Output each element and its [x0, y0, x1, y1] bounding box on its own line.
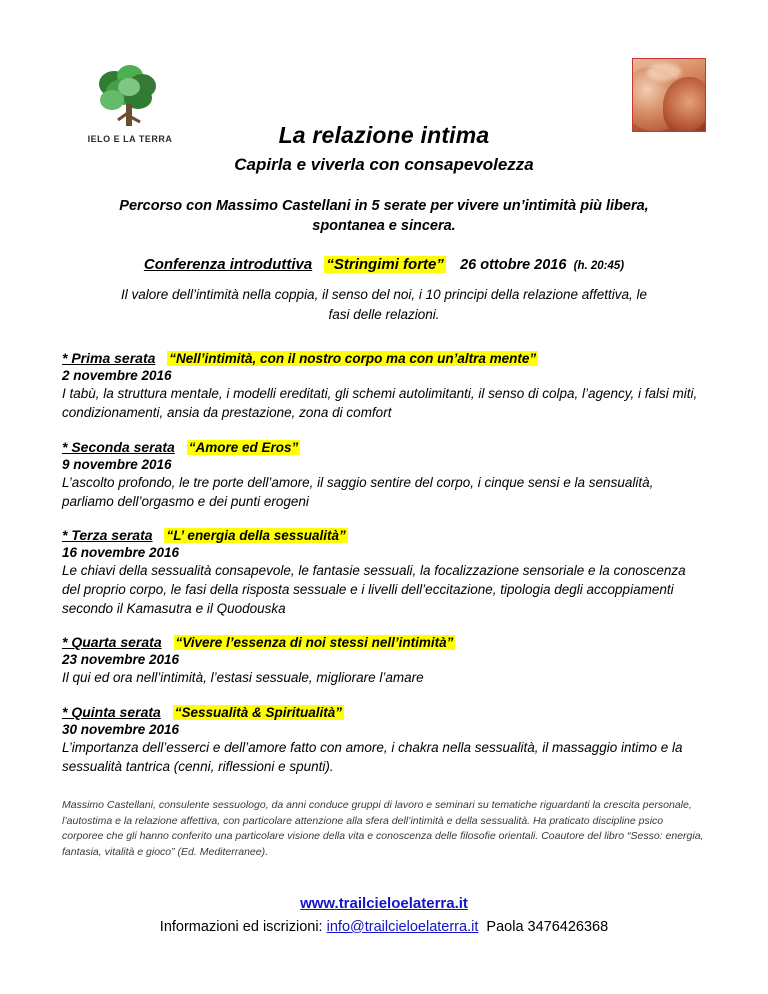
session-date: 2 novembre 2016 — [62, 368, 172, 384]
page-title: La relazione intima — [278, 122, 490, 148]
page-subtitle: Capirla e viverla con consapevolezza — [234, 155, 534, 174]
conference-row — [62, 256, 706, 273]
photo-shape-right — [663, 77, 706, 132]
session-head — [62, 634, 706, 650]
session-name: * Prima serata — [62, 350, 156, 367]
page-lead: Percorso con Massimo Castellani in 5 serate per vivere un’intimità più libera, spontanea e sincera. — [119, 198, 649, 234]
logo-caption: IELO E LA TERRA — [87, 134, 173, 144]
session-quote: “Nell’intimità, con il nostro corpo ma con un’altra mente” — [169, 351, 537, 367]
session-description: Le chiavi della sessualità consapevole, le fantasie sessuali, la focalizzazione sensoriale e la conoscenza del proprio corpo, le fasi della risposta sessuale e i livelli dell’eccitazione, tipologia degli accoppiamenti secondo il Kamasutra e il Quodouska — [62, 562, 686, 617]
session-date: 23 novembre 2016 — [62, 652, 180, 668]
session-item — [62, 439, 706, 511]
conference-hour: (h. 20:45) — [573, 260, 625, 273]
session-item — [62, 350, 706, 422]
session-name: * Seconda serata — [62, 438, 175, 455]
session-description: L’importanza dell’esserci e dell’amore fatto con amore, i chakra nella sessualità, il massaggio intimo e la sessualità tantrica (cenni, riflessioni e spunti). — [62, 739, 683, 774]
sessions-list — [62, 350, 706, 776]
contact-line — [62, 919, 706, 935]
tree-icon — [82, 62, 178, 136]
session-quote: “L’ energia della sessualità” — [166, 527, 346, 543]
session-head — [62, 704, 706, 720]
session-date: 9 novembre 2016 — [62, 456, 172, 472]
session-quote: “Sessualità & Spiritualità” — [174, 704, 343, 720]
session-head — [62, 350, 706, 366]
phone-label: Paola 3476426368 — [486, 918, 609, 935]
session-description: I tabù, la struttura mentale, i modelli ereditati, gli schemi autolimitanti, il senso di colpa, l’agency, i falsi miti, condizionamenti, ansia da prestazione, zona di comfort — [62, 386, 698, 421]
session-quote: “Amore ed Eros” — [188, 439, 299, 455]
session-item — [62, 704, 706, 776]
conference-description: Il valore dell’intimità nella coppia, il senso del noi, i 10 principi della relazione affettiva, le fasi delle relazioni. — [120, 287, 648, 322]
conference-date: 26 ottobre 2016 — [460, 257, 567, 274]
session-name: * Terza serata — [62, 526, 153, 543]
conference-quote: “Stringimi forte” — [326, 256, 444, 274]
website-link[interactable]: www.trailcieloelaterra.it — [300, 894, 468, 912]
session-name: * Quarta serata — [62, 634, 162, 651]
decorative-photo — [632, 58, 706, 132]
speaker-bio: Massimo Castellani, consulente sessuologo, da anni conduce gruppi di lavoro e seminari su tematiche riguardanti la crescita personale, l’autostima e la relazione affettiva, con particolare attenzione alla sfera dell’intimità e della sessualità. Ha praticato discipline psico corporee che gli hanno conferito una particolare visione della vita e conoscenza delle filosofie orientali. Coautore del libro “Sesso: energia, fantasia, vitalità e gioco” (Ed. Mediterranee). — [62, 798, 704, 859]
session-description: L’ascolto profondo, le tre porte dell’amore, il saggio sentire del corpo, i cinque sensi e la sensualità, parliamo dell’orgasmo e dei punti erogeni — [62, 474, 654, 509]
contact-prefix: Informazioni ed iscrizioni: — [159, 918, 327, 935]
footer — [62, 895, 706, 935]
session-date: 30 novembre 2016 — [62, 721, 180, 737]
session-description: Il qui ed ora nell’intimità, l’estasi sessuale, migliorare l’amare — [62, 670, 424, 686]
photo-highlight — [647, 63, 681, 81]
tree-logo — [82, 62, 178, 152]
session-item — [62, 634, 706, 687]
session-item — [62, 527, 706, 618]
session-name: * Quinta serata — [62, 703, 161, 720]
session-date: 16 novembre 2016 — [62, 544, 180, 560]
conference-label: Conferenza introduttiva — [143, 256, 313, 274]
session-quote: “Vivere l’essenza di noi stessi nell’intimità” — [175, 635, 454, 651]
session-head — [62, 439, 706, 455]
email-link[interactable]: info@trailcieloelaterra.it — [326, 918, 479, 935]
session-head — [62, 527, 706, 543]
